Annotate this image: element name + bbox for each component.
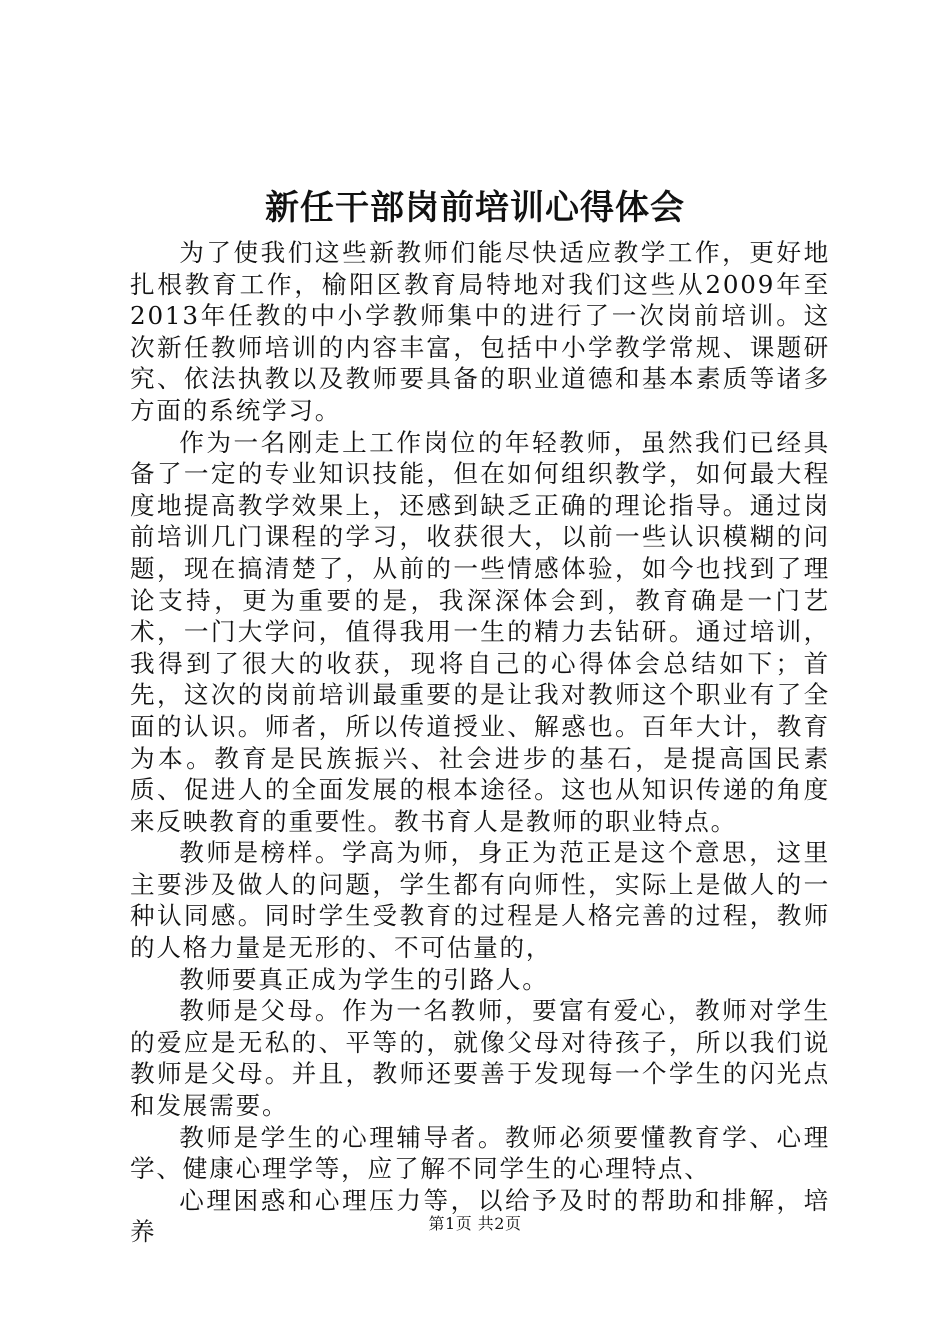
- paragraph: 教师是学生的心理辅导者。教师必须要懂教育学、心理学、健康心理学等，应了解不同学生的心理特点、: [130, 1122, 830, 1184]
- document-title: 新任干部岗前培训心得体会: [265, 188, 685, 228]
- paragraph: 教师要真正成为学生的引路人。: [179, 964, 549, 994]
- paragraph: 心理困惑和心理压力等，以给予及时的帮助和排解，培养: [130, 1185, 830, 1247]
- paragraph: 教师是榜样。学高为师，身正为范正是这个意思，这里主要涉及做人的问题，学生都有向师性，实际上是做人的一种认同感。同时学生受教育的过程是人格完善的过程，教师的人格力量是无形的、不可估量的，: [130, 838, 830, 963]
- paragraph: 为了使我们这些新教师们能尽快适应教学工作，更好地扎根教育工作，榆阳区教育局特地对我们这些从2009年至2013年任教的中小学教师集中的进行了一次岗前培训。这次新任教师培训的内容丰富，包括中小学教学常规、课题研究、依法执教以及教师要具备的职业道德和基本素质等诸多方面的系统学习。: [130, 238, 830, 425]
- paragraph: 教师是父母。作为一名教师，要富有爱心，教师对学生的爱应是无私的、平等的，就像父母对待孩子，所以我们说教师是父母。并且，教师还要善于发现每一个学生的闪光点和发展需要。: [130, 996, 830, 1121]
- document-body: [130, 237, 830, 1248]
- page-footer: 第1页 共2页: [428, 1214, 522, 1233]
- paragraph: 作为一名刚走上工作岗位的年轻教师，虽然我们已经具备了一定的专业知识技能，但在如何组织教学，如何最大程度地提高教学效果上，还感到缺乏正确的理论指导。通过岗前培训几门课程的学习，收获很大，以前一些认识模糊的问题，现在搞清楚了，从前的一些情感体验，如今也找到了理论支持，更为重要的是，我深深体会到，教育确是一门艺术，一门大学问，值得我用一生的精力去钻研。通过培训，我得到了很大的收获，现将自己的心得体会总结如下；首先，这次的岗前培训最重要的是让我对教师这个职业有了全面的认识。师者，所以传道授业、解惑也。百年大计，教育为本。教育是民族振兴、社会进步的基石，是提高国民素质、促进人的全面发展的根本途径。这也从知识传递的角度来反映教育的重要性。教书育人是教师的职业特点。: [130, 427, 830, 836]
